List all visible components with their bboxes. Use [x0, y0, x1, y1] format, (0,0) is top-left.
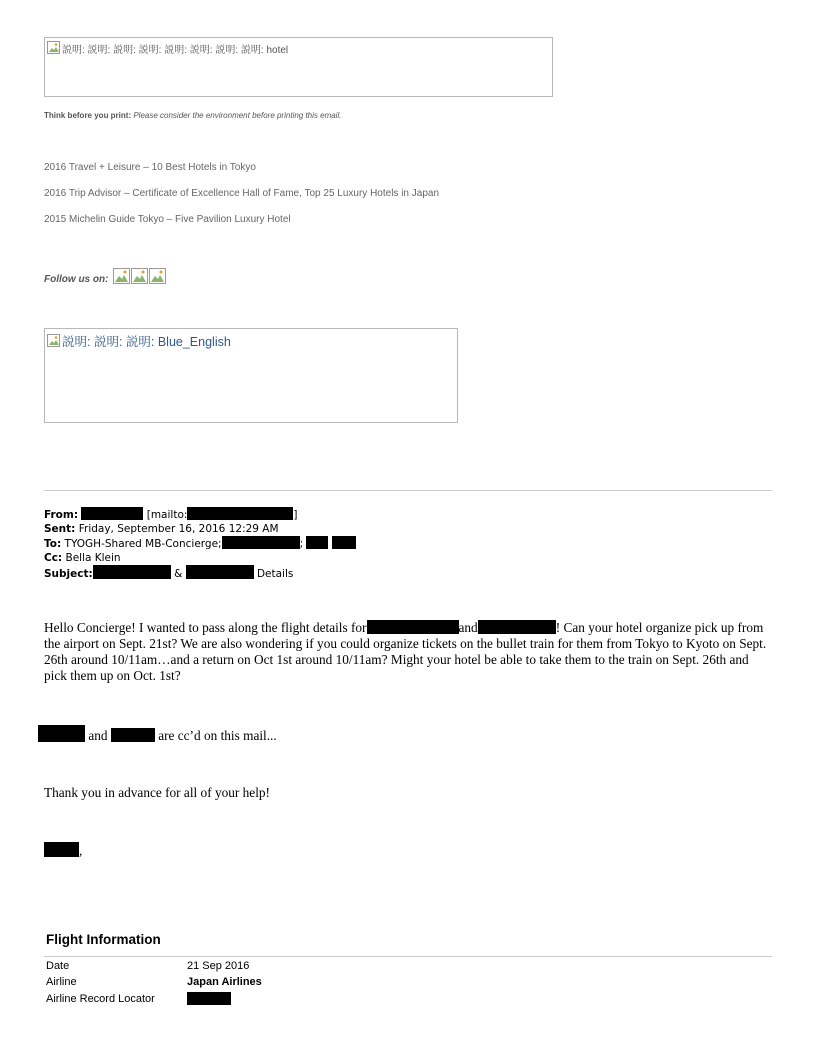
award-line-2: 2016 Trip Advisor – Certificate of Excellence Hall of Fame, Top 25 Luxury Hotels in Japan — [44, 188, 440, 199]
cc-line — [44, 551, 356, 565]
from-line — [44, 507, 356, 522]
cc-label: Cc: — [44, 552, 63, 564]
redaction-block — [222, 536, 300, 549]
to-sep: ; — [299, 538, 304, 550]
subject-label: Subject: — [44, 568, 93, 580]
print-notice-text: Please consider the environment before printing this email. — [133, 111, 342, 120]
hotel-logo-image — [44, 37, 553, 97]
message-text: and — [458, 620, 478, 635]
subject-line — [44, 565, 356, 581]
email-header — [44, 507, 356, 581]
social-link-icon-2[interactable] — [131, 268, 148, 284]
redaction-block — [187, 507, 293, 520]
flight-info-label: Airline — [46, 976, 77, 988]
redaction-block — [38, 725, 85, 742]
redaction-block — [111, 728, 155, 742]
signature-comma: , — [79, 843, 83, 858]
message-text: Hello Concierge! I wanted to pass along the flight details for — [44, 620, 367, 635]
to-label: To: — [44, 538, 62, 550]
banner-alt: 説明: 説明: 説明: Blue_English — [62, 335, 231, 349]
award-line-3: 2015 Michelin Guide Tokyo – Five Pavilion Luxury Hotel — [44, 214, 291, 225]
message-text: and — [88, 728, 108, 743]
redaction-block — [478, 620, 556, 634]
sent-label: Sent: — [44, 523, 76, 535]
print-notice — [44, 111, 341, 120]
from-label: From: — [44, 509, 79, 521]
redaction-block — [186, 565, 254, 579]
to-value: TYOGH-Shared MB-Concierge; — [64, 538, 222, 550]
flight-info-value: Japan Airlines — [187, 976, 262, 988]
cc-value: Bella Klein — [65, 552, 121, 564]
message-paragraph-1 — [44, 620, 772, 684]
message-text: are cc’d on this mail... — [158, 728, 277, 743]
message-paragraph-3: Thank you in advance for all of your help! — [44, 785, 270, 800]
flight-info-label: Date — [46, 960, 70, 972]
redaction-block — [332, 536, 356, 549]
message-text: ! Can your hotel organize pick up from the airport on Sept. 21st? We are also wondering if you could organize tickets on the bullet train for them from Tokyo to Kyoto on Sept. 26th around 10/11am…and a return on Oct 1st around 10/11am? Might your hotel be able to take them to the train on Sept. 26th and pick them up on Oct. 1st? — [44, 620, 767, 683]
mailto-prefix: [mailto: — [146, 509, 188, 521]
flight-info-divider — [44, 956, 772, 957]
follow-us-label: Follow us on: — [44, 274, 109, 285]
flight-info-label: Airline Record Locator — [46, 993, 155, 1005]
sent-value: Friday, September 16, 2016 12:29 AM — [78, 523, 279, 535]
redaction-block — [187, 992, 231, 1005]
subject-tail: Details — [256, 568, 294, 580]
broken-image-icon — [47, 334, 61, 348]
flight-info-value: 21 Sep 2016 — [187, 960, 250, 972]
header-divider — [44, 490, 772, 491]
redaction-block — [306, 536, 328, 549]
award-line-1: 2016 Travel + Leisure – 10 Best Hotels in Tokyo — [44, 162, 256, 173]
redaction-block — [81, 507, 143, 520]
follow-us — [44, 268, 167, 287]
social-link-icon-3[interactable] — [149, 268, 166, 284]
redaction-block — [44, 842, 79, 857]
redaction-block — [93, 565, 171, 579]
mailto-suffix: ] — [293, 509, 298, 521]
broken-image-icon — [47, 41, 61, 55]
banner-image — [44, 328, 458, 423]
subject-amp: & — [174, 568, 183, 580]
hotel-logo-alt: 説明: 説明: 説明: 説明: 説明: 説明: 説明: 説明: hotel — [62, 45, 289, 56]
signature — [44, 842, 82, 859]
to-line — [44, 536, 356, 551]
message-paragraph-2 — [38, 725, 277, 744]
redaction-block — [367, 620, 459, 634]
sent-line — [44, 522, 356, 536]
social-link-icon-1[interactable] — [113, 268, 130, 284]
print-notice-label: Think before you print: — [44, 111, 132, 120]
flight-info-title: Flight Information — [46, 932, 161, 947]
